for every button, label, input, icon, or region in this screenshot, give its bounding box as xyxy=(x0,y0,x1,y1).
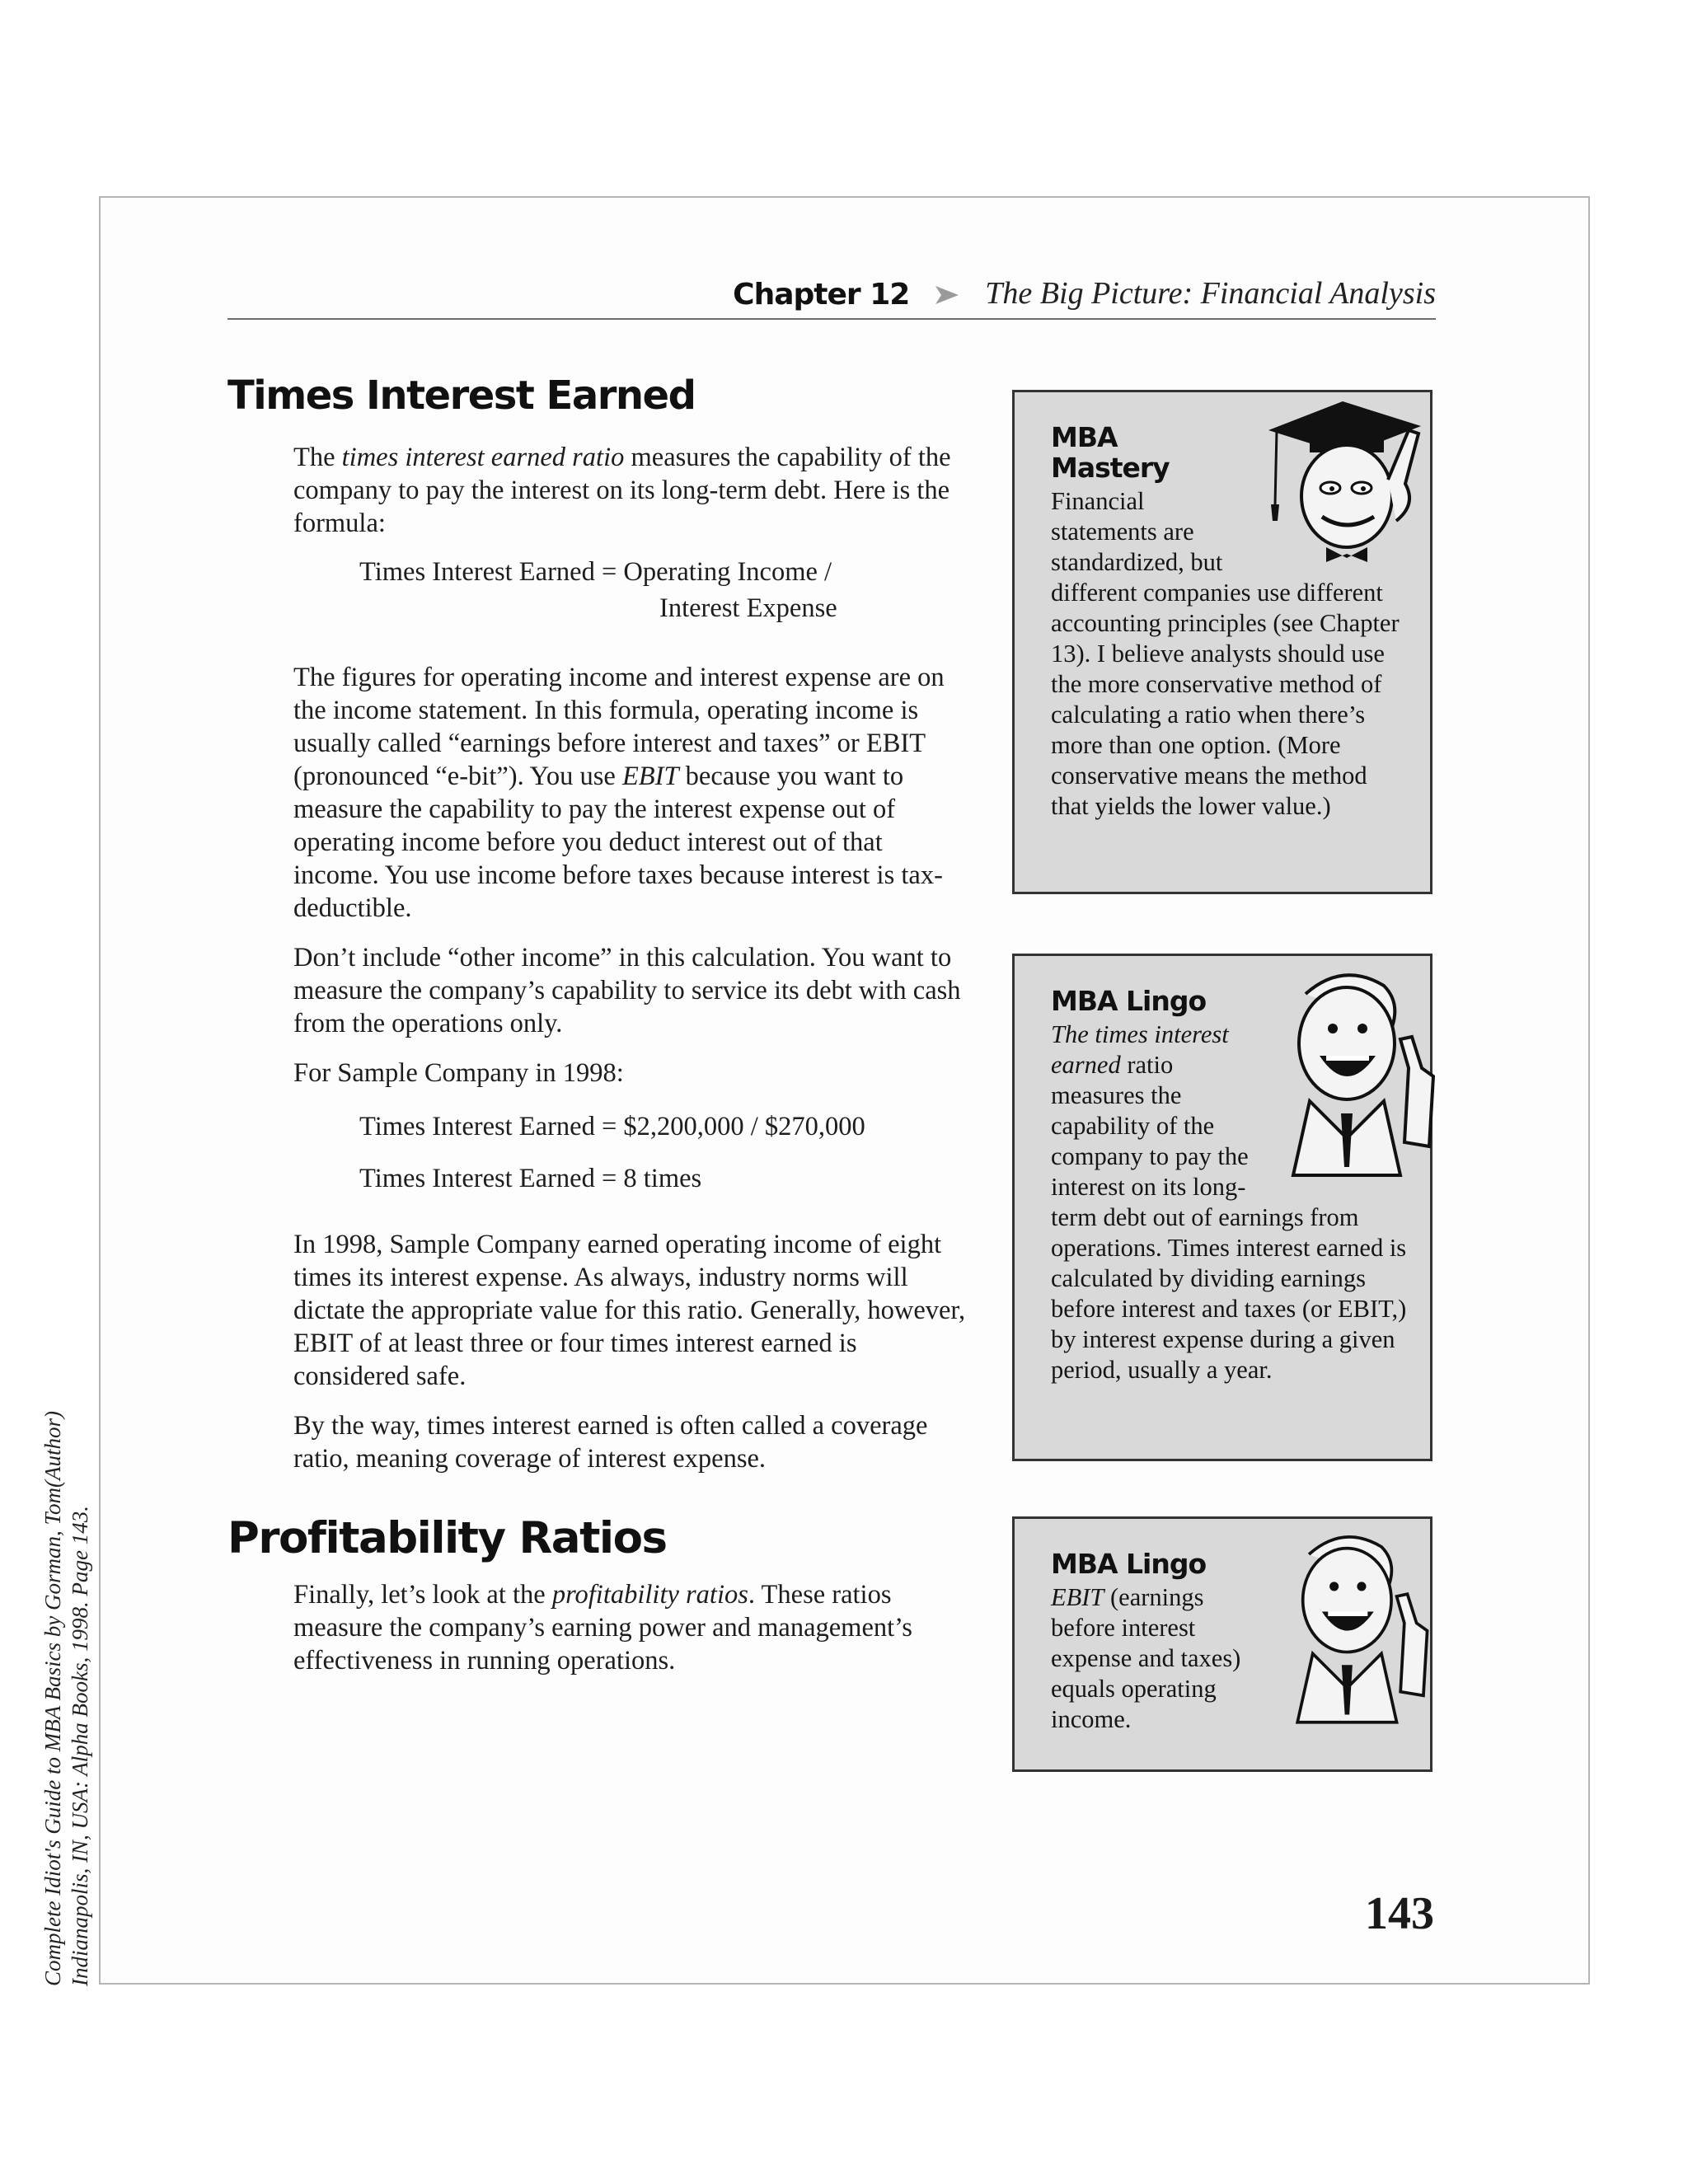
pointing-man-icon xyxy=(1260,1524,1442,1730)
paragraph-coverage: By the way, times interest earned is often called a coverage ratio, meaning coverage of interest expense. xyxy=(293,1411,928,1474)
sidebar-mba-mastery xyxy=(1012,390,1432,894)
source-citation xyxy=(40,997,97,1986)
citation-line-2: Indianapolis, IN, USA: Alpha Books, 1998. Page 143. xyxy=(68,1506,92,1986)
chapter-label: Chapter 12 xyxy=(733,278,910,312)
calculation-line-2: Times Interest Earned = 8 times xyxy=(359,1164,702,1193)
paragraph-other-income: Don’t include “other income” in this calculation. You want to measure the company’s capability to service its debt with cash from the operations only. xyxy=(293,943,961,1038)
formula-line-2: Interest Expense xyxy=(659,593,837,623)
paragraph-ebit: The figures for operating income and interest expense are on the income statement. In this formula, operating income is usually called “earnings before interest and taxes” or EBIT (pronounced “e-bit”). You use EBIT because you want to measure the capability to pay the interest expense out of operating income before you deduct interest out of that income. You use income before taxes because interest is tax-deductible. xyxy=(293,663,945,923)
citation-line-1: Complete Idiot's Guide to MBA Basics by Gorman, Tom(Author) xyxy=(40,1411,65,1986)
formula-line-1: Times Interest Earned = Operating Income / xyxy=(359,557,832,587)
sidebar-mba-lingo-2 xyxy=(1012,1516,1432,1772)
section-heading-profitability-ratios: Profitability Ratios xyxy=(227,1513,667,1563)
section-heading-times-interest-earned: Times Interest Earned xyxy=(227,373,696,419)
calculation xyxy=(359,1108,865,1197)
term-profitability-ratios: profitability ratios xyxy=(551,1580,748,1610)
graduate-professor-icon xyxy=(1244,397,1442,570)
body-paragraphs-2 xyxy=(293,1228,969,1492)
sidebar-title: MBA Mastery xyxy=(1051,421,1170,484)
chapter-title: The Big Picture: Financial Analysis xyxy=(985,276,1436,311)
arrow-right-icon xyxy=(934,284,960,307)
paragraph-result: In 1998, Sample Company earned operating income of eight times its interest expense. As always, industry norms will dictate the appropriate value for this ratio. Generally, however, EBIT of at least three or four times interest earned is considered safe. xyxy=(293,1230,966,1391)
pointing-man-icon xyxy=(1260,961,1442,1183)
term-times-interest-earned-ratio: times interest earned ratio xyxy=(341,443,625,472)
sidebar-title: MBA Lingo xyxy=(1051,1548,1207,1580)
sidebar-text: EBIT (earnings before interest expense and taxes) equals operating income. xyxy=(1051,1583,1241,1733)
formula xyxy=(359,554,837,626)
paragraph-sample-company: For Sample Company in 1998: xyxy=(293,1058,624,1088)
calculation-line-1: Times Interest Earned = $2,200,000 / $270,000 xyxy=(359,1112,865,1141)
profitability-paragraph: Finally, let’s look at the profitability ratios. These ratios measure the company’s earning power and management’s effectiveness in running operations. xyxy=(293,1580,912,1675)
sidebar-text: Financial statements are standardized, but different companies use different accounting principles (see Chapter 13). I believe analysts should use the more conservative method of calculating a ratio when there’s more than one option. (More conservative means the method that yields the lower value.) xyxy=(1051,487,1400,820)
running-head xyxy=(227,269,1436,320)
sidebar-text: The times interest earned ratio measures the capability of the company to pay the interest on its long-term debt out of earnings from operations. Times interest earned is calculated by dividing earnings before interest and taxes (or EBIT,) by interest expense during a given period, usually a year. xyxy=(1051,1020,1407,1384)
body-paragraphs xyxy=(293,661,969,1106)
sidebar-mba-lingo-1 xyxy=(1012,954,1432,1461)
sidebar-title: MBA Lingo xyxy=(1051,985,1207,1017)
page-number: 143 xyxy=(1365,1888,1434,1939)
intro-paragraph: The times interest earned ratio measures the capability of the company to pay the interest on its long-term debt. Here is the formula: xyxy=(293,443,951,538)
